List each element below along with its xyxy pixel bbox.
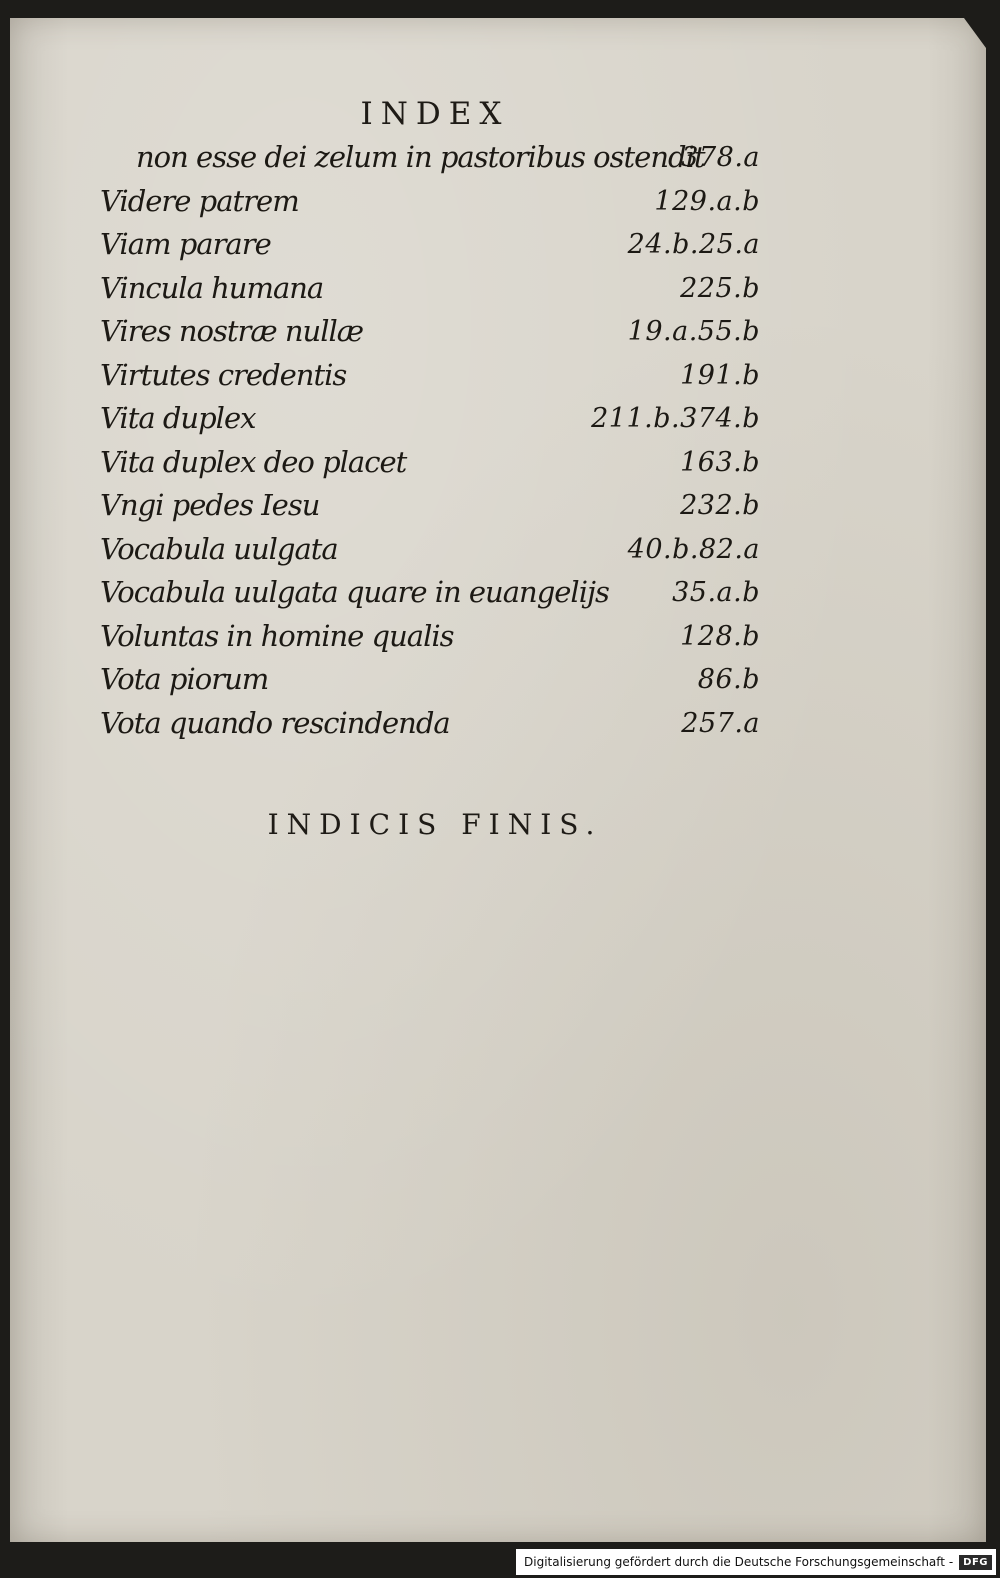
index-entry bbox=[100, 571, 760, 615]
index-entry bbox=[100, 267, 760, 311]
index-term: non esse dei zelum in pastoribus ostendit bbox=[136, 140, 705, 174]
page-reference: 211.b.374.b bbox=[591, 403, 760, 434]
page-reference: 129.a.b bbox=[654, 185, 760, 217]
index-list bbox=[100, 136, 760, 745]
book-page bbox=[10, 18, 986, 1542]
index-term: Voluntas in homine qualis bbox=[100, 618, 454, 653]
index-entry bbox=[100, 180, 760, 224]
credit-text: Digitalisierung gefördert durch die Deutsche Forschungsgemeinschaft - bbox=[524, 1555, 954, 1569]
page-reference: 163.b bbox=[680, 446, 760, 478]
index-entry bbox=[100, 658, 760, 702]
index-term: Vota piorum bbox=[100, 662, 269, 696]
index-entry bbox=[100, 397, 760, 441]
index-term: Vincula humana bbox=[100, 270, 324, 305]
page-reference: 378.a bbox=[681, 142, 760, 173]
index-term: Vngi pedes Iesu bbox=[100, 488, 320, 522]
closing-line: INDICIS FINIS. bbox=[267, 808, 603, 841]
index-term: Vocabula uulgata quare in euangelijs bbox=[100, 575, 609, 609]
page-corner bbox=[964, 18, 986, 48]
digitization-credit bbox=[516, 1549, 996, 1575]
index-entry bbox=[100, 441, 760, 485]
index-entry bbox=[100, 354, 760, 398]
index-entry bbox=[100, 484, 760, 528]
dfg-logo: DFG bbox=[959, 1555, 992, 1570]
index-term: Vota quando rescindenda bbox=[100, 705, 450, 740]
index-entry bbox=[100, 528, 760, 572]
index-entry bbox=[100, 136, 760, 180]
page-reference: 257.a bbox=[681, 707, 760, 739]
index-term: Vires nostræ nullæ bbox=[100, 314, 364, 348]
page-reference: 128.b bbox=[680, 620, 760, 652]
index-entry bbox=[100, 615, 760, 659]
index-term: Vita duplex deo placet bbox=[100, 444, 407, 479]
page-reference: 232.b bbox=[680, 490, 760, 521]
index-entry bbox=[100, 223, 760, 267]
index-term: Videre patrem bbox=[100, 183, 299, 218]
page-reference: 225.b bbox=[680, 272, 760, 304]
index-term: Vocabula uulgata bbox=[100, 531, 338, 566]
page-reference: 191.b bbox=[680, 359, 760, 391]
page-reference: 40.b.82.a bbox=[627, 533, 760, 565]
index-term: Virtutes credentis bbox=[100, 357, 347, 392]
index-term: Vita duplex bbox=[100, 401, 256, 435]
page-reference: 35.a.b bbox=[672, 577, 760, 608]
index-term: Viam parare bbox=[100, 227, 271, 261]
page-reference: 19.a.55.b bbox=[627, 316, 760, 347]
page-header: INDEX bbox=[360, 96, 510, 132]
index-entry bbox=[100, 310, 760, 354]
index-entry bbox=[100, 702, 760, 746]
page-reference: 86.b bbox=[697, 664, 760, 695]
page-reference: 24.b.25.a bbox=[627, 229, 760, 260]
